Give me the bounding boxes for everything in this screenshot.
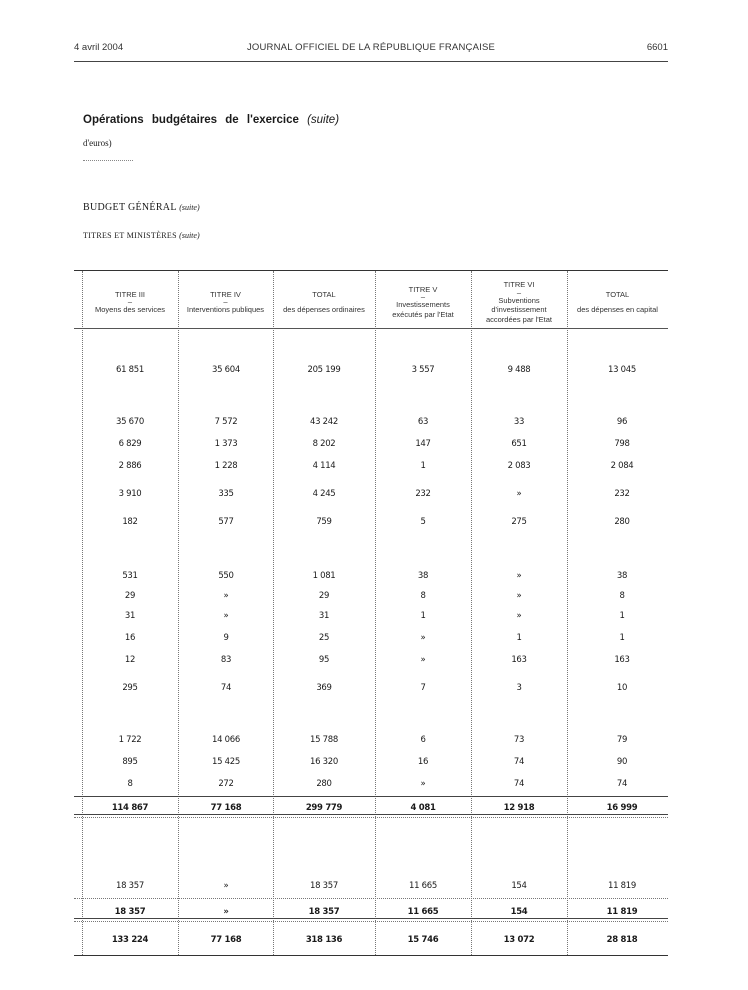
- table-cell: 280: [316, 779, 332, 789]
- column-header-line: accordées par l'Etat: [485, 314, 553, 324]
- table-cell: 1 373: [214, 439, 238, 449]
- column-header-line: exécutés par l'Etat: [392, 309, 454, 319]
- table-cell: 38: [616, 571, 628, 581]
- table-cell: 1 081: [312, 571, 336, 581]
- table-cell: 6 829: [118, 439, 142, 449]
- table-cell: 77 168: [210, 935, 242, 945]
- table-cell: »: [516, 571, 522, 581]
- column-divider: [471, 271, 472, 955]
- header-divider: [74, 328, 668, 329]
- table-cell: 299 779: [305, 803, 343, 813]
- table-cell: 11 819: [608, 881, 636, 891]
- column-header-line: TOTAL: [605, 289, 630, 299]
- table-cell: 16: [417, 757, 429, 767]
- table-cell: 35 604: [212, 365, 240, 375]
- table-cell: 33: [513, 417, 525, 427]
- table-cell: 2 083: [507, 461, 531, 471]
- table-cell: 232: [614, 489, 630, 499]
- table-cell: 114 867: [111, 803, 149, 813]
- table-cell: 16 320: [310, 757, 338, 767]
- table-cell: 8 202: [312, 439, 336, 449]
- table-cell: 77 168: [210, 803, 242, 813]
- table-cell: 29: [318, 591, 330, 601]
- table-cell: »: [223, 907, 229, 917]
- table-cell: 577: [218, 517, 234, 527]
- table-cell: 895: [122, 757, 138, 767]
- titres-suite: (suite): [179, 231, 200, 240]
- table-cell: 83: [220, 655, 232, 665]
- column-header-dash: –: [516, 287, 522, 297]
- table-cell: 7 572: [214, 417, 238, 427]
- table-cell: 205 199: [307, 365, 341, 375]
- column-header-titre-3: [82, 279, 178, 325]
- table-cell: 11 665: [409, 881, 437, 891]
- table-cell: »: [223, 611, 229, 621]
- column-divider: [178, 271, 179, 955]
- table-cell: 9 488: [507, 365, 531, 375]
- table-cell: 4 114: [312, 461, 336, 471]
- table-cell: 318 136: [305, 935, 343, 945]
- table-cell: 1 228: [214, 461, 238, 471]
- table-cell: 31: [318, 611, 330, 621]
- table-cell: 280: [614, 517, 630, 527]
- unit-label: d'euros): [83, 138, 112, 148]
- column-header-line: TITRE V: [408, 284, 438, 294]
- column-header-line: Interventions publiques: [186, 305, 265, 314]
- table-cell: 4 081: [410, 803, 436, 813]
- table-cell: 8: [420, 591, 426, 601]
- table-cell: 28 818: [606, 935, 638, 945]
- table-cell: 18 357: [116, 881, 144, 891]
- table-cell: 18 357: [114, 907, 146, 917]
- table-cell: 275: [511, 517, 527, 527]
- table-cell: 1 722: [118, 735, 142, 745]
- table-cell: 15 746: [407, 935, 439, 945]
- issue-date: 4 avril 2004: [74, 42, 124, 53]
- table-cell: 6: [420, 735, 426, 745]
- table-cell: 154: [511, 881, 527, 891]
- table-cell: 18 357: [308, 907, 340, 917]
- table-cell: 163: [614, 655, 630, 665]
- total-rule: [74, 918, 668, 922]
- table-cell: »: [420, 633, 426, 643]
- table-cell: 531: [122, 571, 138, 581]
- journal-title: JOURNAL OFFICIEL DE LA RÉPUBLIQUE FRANÇAISE: [246, 42, 496, 53]
- column-header-line: TOTAL: [312, 289, 336, 299]
- table-cell: 759: [316, 517, 332, 527]
- column-header-line: Investissements: [396, 300, 450, 310]
- subtotal-rule-bottom: [74, 814, 668, 818]
- table-cell: »: [516, 489, 522, 499]
- column-header-line: TITRE IV: [210, 289, 241, 299]
- table-cell: 2 084: [610, 461, 634, 471]
- table-cell: 90: [616, 757, 628, 767]
- table-cell: 2 886: [118, 461, 142, 471]
- table-cell: 12 918: [503, 803, 535, 813]
- table-cell: 73: [513, 735, 525, 745]
- table-cell: 5: [420, 517, 426, 527]
- table-cell: 272: [218, 779, 234, 789]
- table-cell: 154: [510, 907, 528, 917]
- table-cell: 1: [619, 611, 625, 621]
- table-cell: 96: [616, 417, 628, 427]
- table-cell: 61 851: [116, 365, 144, 375]
- table-cell: 7: [420, 683, 426, 693]
- column-header-dash: –: [127, 297, 133, 306]
- table-cell: 29: [124, 591, 136, 601]
- table-cell: 182: [122, 517, 138, 527]
- column-header-line: TITRE III: [115, 289, 145, 299]
- column-header-total-ordinaires: [273, 279, 375, 325]
- table-cell: 43 242: [310, 417, 338, 427]
- titres-heading: [83, 231, 200, 240]
- page-number: 6601: [646, 42, 668, 53]
- table-cell: 95: [318, 655, 330, 665]
- budget-label: BUDGET GÉNÉRAL: [83, 202, 177, 213]
- table-cell: 25: [318, 633, 330, 643]
- table-cell: 18 357: [310, 881, 338, 891]
- table-cell: 4 245: [312, 489, 336, 499]
- table-cell: 74: [616, 779, 628, 789]
- table-cell: »: [223, 591, 229, 601]
- column-header-dash: –: [223, 297, 228, 306]
- table-cell: 16 999: [606, 803, 638, 813]
- table-cell: 35 670: [116, 417, 144, 427]
- titres-label: TITRES ET MINISTÈRES: [83, 231, 177, 240]
- table-cell: 13 045: [608, 365, 636, 375]
- column-header-dash: –: [420, 292, 426, 302]
- page-header: [74, 40, 668, 62]
- column-header-titre-4: [178, 279, 273, 325]
- table-cell: 74: [513, 757, 525, 767]
- column-divider: [375, 271, 376, 955]
- table-cell: 13 072: [503, 935, 535, 945]
- table-cell: 147: [415, 439, 431, 449]
- table-cell: 295: [122, 683, 138, 693]
- table-cell: 133 224: [111, 935, 149, 945]
- table-cell: 38: [417, 571, 429, 581]
- table-cell: »: [420, 655, 426, 665]
- table-cell: 14 066: [212, 735, 240, 745]
- table-cell: 232: [415, 489, 431, 499]
- table-cell: 1: [619, 633, 625, 643]
- column-header-line: TITRE VI: [503, 280, 535, 289]
- column-header-line: des dépenses en capital: [577, 305, 658, 314]
- section-title: [83, 114, 339, 126]
- table-cell: 8: [127, 779, 133, 789]
- table-cell: 8: [619, 591, 625, 601]
- table-cell: 1: [420, 611, 426, 621]
- table-cell: 798: [614, 439, 630, 449]
- column-header-titre-6: [471, 279, 567, 325]
- table-cell: 369: [316, 683, 332, 693]
- table-cell: 15 788: [310, 735, 338, 745]
- table-cell: 335: [218, 489, 234, 499]
- column-header-total-capital: [567, 279, 668, 325]
- unit-divider: [83, 160, 133, 161]
- table-cell: 3 557: [411, 365, 435, 375]
- table-cell: 11 819: [606, 907, 638, 917]
- section-title-main: Opérations budgétaires de l'exercice: [83, 114, 299, 126]
- table-cell: 31: [124, 611, 136, 621]
- budget-heading: [83, 202, 200, 213]
- section-title-suite: (suite): [307, 114, 340, 126]
- table-cell: 10: [616, 683, 628, 693]
- column-header-line: Moyens des services: [94, 305, 166, 314]
- budget-suite: (suite): [179, 203, 200, 212]
- column-header-line: Subventions d'investissement: [491, 295, 547, 314]
- table-cell: 651: [511, 439, 527, 449]
- table-cell: 74: [513, 779, 525, 789]
- table-cell: 16: [124, 633, 136, 643]
- table-cell: 12: [124, 655, 136, 665]
- budget-table: [74, 270, 668, 956]
- table-cell: 3 910: [118, 489, 142, 499]
- table-cell: 11 665: [407, 907, 439, 917]
- table-cell: 79: [616, 735, 628, 745]
- column-divider: [273, 271, 274, 955]
- table-cell: 3: [516, 683, 522, 693]
- table-cell: 163: [511, 655, 527, 665]
- table-cell: 15 425: [212, 757, 240, 767]
- column-divider: [82, 271, 83, 955]
- table-cell: »: [516, 591, 522, 601]
- table-cell: 63: [417, 417, 429, 427]
- subtotal-rule-top: [74, 796, 668, 797]
- table-cell: 550: [218, 571, 234, 581]
- column-header-line: des dépenses ordinaires: [283, 305, 365, 314]
- row-rule: [74, 898, 668, 899]
- table-cell: »: [223, 881, 229, 891]
- table-cell: »: [420, 779, 426, 789]
- table-cell: 1: [516, 633, 522, 643]
- table-cell: »: [516, 611, 522, 621]
- column-divider: [567, 271, 568, 955]
- table-cell: 1: [420, 461, 426, 471]
- table-cell: 9: [223, 633, 229, 643]
- table-cell: 74: [220, 683, 232, 693]
- column-header-titre-5: [375, 279, 471, 325]
